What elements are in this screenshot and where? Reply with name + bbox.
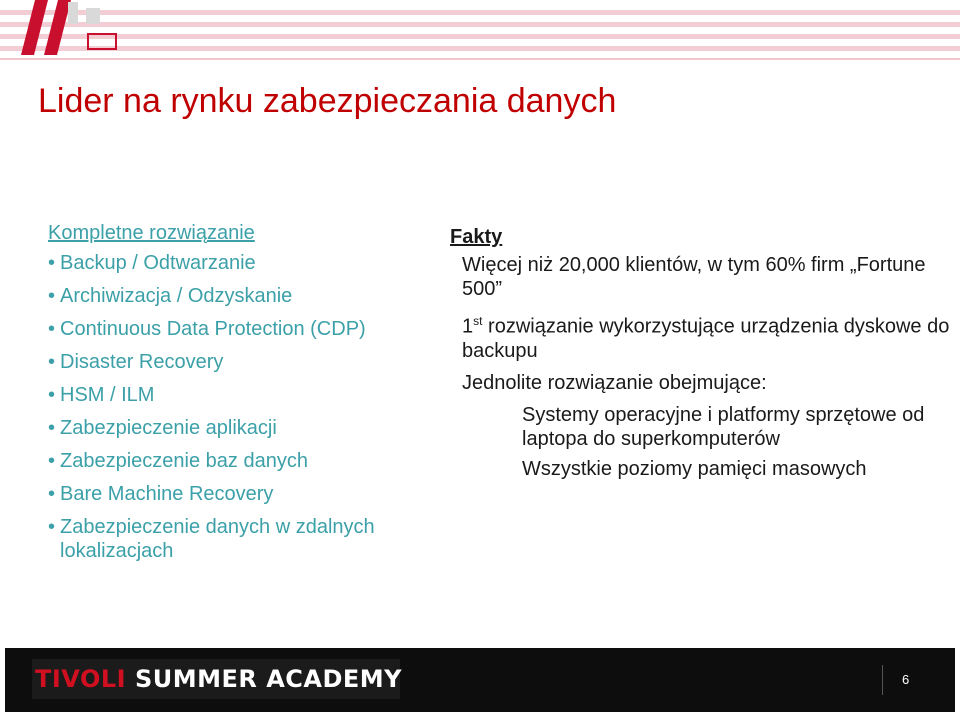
logo-word-summer-academy: SUMMER ACADEMY — [134, 665, 403, 693]
bullet-icon: • — [48, 318, 56, 340]
fact-sub-storage: Wszystkie poziomy pamięci masowych — [522, 457, 867, 480]
fact-unified: Jednolite rozwiązanie obejmujące: — [462, 371, 767, 394]
list-item-text: Backup / Odtwarzanie — [60, 252, 256, 274]
stripe — [0, 10, 960, 15]
list-item — [48, 482, 448, 506]
stripe — [0, 34, 960, 39]
fact-ordinal: st — [473, 314, 483, 328]
list-item-text: Archiwizacja / Odzyskanie — [60, 285, 293, 307]
stripe-line — [0, 58, 960, 60]
stripe-square — [68, 2, 78, 24]
page-number: 6 — [902, 672, 910, 687]
facts-heading: Fakty — [450, 226, 503, 248]
fact-first-solution — [462, 309, 950, 363]
bullet-icon: • — [48, 483, 56, 505]
list-item-text: Zabezpieczenie aplikacji — [60, 417, 277, 439]
list-item — [48, 317, 448, 341]
solution-heading: Kompletne rozwiązanie — [48, 222, 255, 244]
footer-divider — [882, 665, 883, 695]
fact-text: rozwiązanie wykorzystujące urządzenia dyskowe do backupu — [462, 315, 950, 362]
facts-section — [450, 226, 950, 487]
fact-sub-platforms: Systemy operacyjne i platformy sprzętowe od laptopa do superkomputerów — [522, 403, 925, 450]
list-item-text: HSM / ILM — [60, 384, 155, 406]
list-item — [48, 284, 448, 308]
list-item-text: Zabezpieczenie danych w zdalnych lokalizacjach — [60, 516, 375, 562]
list-item-text: Bare Machine Recovery — [60, 483, 274, 505]
stripe — [0, 46, 960, 51]
fact-customers: Więcej niż 20,000 klientów, w tym 60% firm „Fortune 500” — [462, 254, 926, 300]
list-item — [48, 449, 448, 473]
list-item — [48, 350, 448, 374]
bullet-icon: • — [48, 417, 56, 439]
footer-bar — [5, 648, 955, 712]
bullet-icon: • — [48, 252, 56, 274]
list-item — [48, 383, 448, 407]
list-item-text: Disaster Recovery — [60, 351, 224, 373]
bullet-icon: • — [48, 351, 56, 373]
bullet-icon: • — [48, 450, 56, 472]
slide-title: Lider na rynku zabezpieczania danych — [38, 82, 617, 120]
header-decoration — [0, 0, 960, 70]
bullet-icon: • — [48, 384, 56, 406]
fact-number: 1 — [462, 315, 474, 338]
logo-word-tivoli: TIVOLI — [35, 665, 127, 693]
list-item-text: Zabezpieczenie baz danych — [60, 450, 308, 472]
tivoli-summer-academy-logo — [35, 665, 402, 693]
bullet-icon: • — [48, 285, 56, 307]
solution-list — [48, 222, 448, 572]
list-item — [48, 251, 448, 275]
bullet-icon: • — [48, 516, 56, 538]
list-item-text: Continuous Data Protection (CDP) — [60, 318, 366, 340]
stripe — [0, 22, 960, 27]
list-item — [48, 515, 448, 563]
stripe-square — [86, 8, 100, 24]
list-item — [48, 416, 448, 440]
